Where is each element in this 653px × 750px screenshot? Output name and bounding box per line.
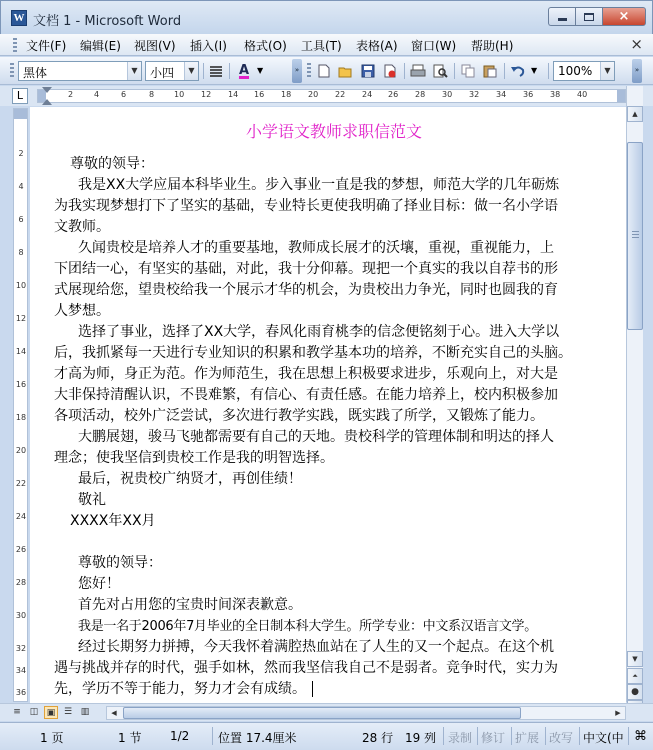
ruler-number: 14 bbox=[15, 347, 27, 356]
text-cursor bbox=[312, 681, 313, 697]
ruler-number: 20 bbox=[308, 90, 319, 99]
ruler-number: 38 bbox=[550, 90, 561, 99]
title-bar bbox=[0, 0, 653, 34]
paste-button[interactable] bbox=[480, 62, 500, 80]
permission-button[interactable] bbox=[380, 62, 400, 80]
word-app-icon[interactable]: W bbox=[11, 10, 27, 26]
status-column: 19 列 bbox=[405, 731, 437, 745]
ruler-number: 18 bbox=[15, 413, 27, 422]
doc-line[interactable]: 才高为师，身正为范。作为师范生，我在思想上积极要求进步，乐观向上，对大是 bbox=[54, 366, 558, 382]
vertical-scrollbar[interactable] bbox=[626, 86, 643, 702]
chevron-down-icon[interactable]: ▼ bbox=[127, 62, 141, 80]
horizontal-scrollbar[interactable] bbox=[106, 706, 626, 720]
vertical-ruler[interactable] bbox=[13, 108, 28, 702]
menu-file[interactable]: 文件(F) bbox=[26, 39, 67, 53]
undo-dropdown-icon[interactable]: ▼ bbox=[531, 66, 538, 75]
close-document-icon[interactable]: × bbox=[630, 35, 643, 53]
ruler-number: 22 bbox=[15, 479, 27, 488]
status-track-changes[interactable]: 修订 bbox=[481, 731, 506, 745]
menu-edit[interactable]: 编辑(E) bbox=[80, 39, 121, 53]
doc-line[interactable]: 经过长期努力拼搏，今天我怀着满腔热血站在了人生的又一个起点。在这个机 bbox=[78, 639, 554, 655]
doc-line[interactable]: 尊敬的领导： bbox=[70, 156, 154, 172]
copy-button[interactable] bbox=[458, 62, 478, 80]
new-document-icon bbox=[318, 64, 330, 78]
ruler-number: 34 bbox=[496, 90, 507, 99]
open-button[interactable] bbox=[336, 62, 356, 80]
menu-bar bbox=[0, 34, 653, 56]
doc-line[interactable]: 下团结一心，有坚实的基础，对此，我十分仰幕。现把一个真实的我以自荐书的形 bbox=[54, 261, 558, 277]
ruler-number: 6 bbox=[18, 215, 24, 224]
ruler-number: 8 bbox=[149, 90, 155, 99]
doc-line[interactable]: 最后，祝贵校广纳贤才，再创佳绩！ bbox=[78, 471, 302, 487]
menu-table[interactable]: 表格(A) bbox=[356, 39, 398, 53]
font-size-select[interactable] bbox=[145, 61, 199, 81]
toolbar bbox=[0, 57, 653, 85]
doc-line[interactable]: 为我实现梦想打下了坚实的基础，专业特长更使我明确了择业目标：做一名小学语 bbox=[54, 198, 558, 214]
chevron-down-icon[interactable]: ▼ bbox=[600, 62, 614, 80]
ruler-number: 18 bbox=[281, 90, 292, 99]
ruler-number: 6 bbox=[121, 90, 127, 99]
horizontal-scrollbar-thumb[interactable] bbox=[123, 707, 521, 719]
doc-line-with-cursor[interactable] bbox=[54, 679, 622, 700]
doc-line[interactable]: 我是一名于2006年7月毕业的全日制本科大学生。所学专业：中文系汉语言文学。 bbox=[78, 619, 537, 634]
status-record[interactable]: 录制 bbox=[448, 731, 473, 745]
print-preview-button[interactable] bbox=[430, 62, 450, 80]
status-page: 1 页 bbox=[40, 731, 64, 745]
doc-line[interactable]: 遇与挑战并存的时代，强手如林，然而我坚信我自己不是弱者。竞争时代，实力为 bbox=[54, 660, 558, 676]
close-icon: × bbox=[618, 9, 630, 24]
browse-object-button[interactable]: ● bbox=[627, 684, 643, 700]
toolbar-separator bbox=[203, 63, 204, 79]
doc-line[interactable]: 首先对占用您的宝贵时间深表歉意。 bbox=[78, 597, 302, 613]
menu-window[interactable]: 窗口(W) bbox=[411, 39, 457, 53]
permission-icon bbox=[383, 64, 397, 78]
window-title: 文档 1 - Microsoft Word bbox=[33, 14, 182, 29]
printer-icon bbox=[410, 64, 426, 78]
ruler-number: 34 bbox=[15, 666, 27, 675]
reading-view-button[interactable]: ▥ bbox=[80, 707, 90, 717]
ruler-number: 22 bbox=[335, 90, 346, 99]
previous-page-button[interactable]: ⏶ bbox=[627, 668, 643, 684]
status-separator bbox=[545, 727, 546, 745]
print-button[interactable] bbox=[408, 62, 428, 80]
document-page[interactable] bbox=[54, 119, 622, 703]
ruler-number: 24 bbox=[362, 90, 373, 99]
outline-view-button[interactable]: ☰ bbox=[63, 707, 73, 717]
ruler-number: 36 bbox=[523, 90, 534, 99]
scroll-up-button[interactable]: ▲ bbox=[627, 106, 643, 122]
status-separator bbox=[477, 727, 478, 745]
document-title[interactable]: 小学语文教师求职信范文 bbox=[245, 122, 422, 141]
ruler-number: 28 bbox=[415, 90, 426, 99]
status-separator bbox=[628, 727, 629, 745]
horizontal-ruler[interactable] bbox=[37, 89, 626, 103]
minimize-button[interactable] bbox=[548, 7, 575, 26]
ruler-number: 2 bbox=[18, 149, 24, 158]
document-area[interactable] bbox=[30, 107, 626, 703]
menu-help[interactable]: 帮助(H) bbox=[471, 39, 514, 53]
scroll-down-button[interactable]: ▼ bbox=[627, 651, 643, 667]
status-page-of: 1/2 bbox=[170, 729, 190, 743]
paste-icon bbox=[483, 64, 498, 78]
ruler-number: 14 bbox=[228, 90, 239, 99]
copy-icon bbox=[461, 64, 476, 78]
spelling-status-icon[interactable]: ⌘ bbox=[634, 729, 647, 744]
ruler-number: 10 bbox=[174, 90, 185, 99]
status-separator bbox=[511, 727, 512, 745]
doc-line[interactable]: 久闻贵校是培养人才的重要基地，教师成长展才的沃壤，重视，重视能力，上 bbox=[78, 240, 554, 256]
status-bar bbox=[0, 722, 653, 750]
doc-line[interactable]: 后，我抓紧每一天进行专业知识的积累和教学基本功的培养，不断充实自己的头脑。 bbox=[54, 345, 572, 361]
zoom-select[interactable] bbox=[553, 61, 615, 81]
right-margin bbox=[617, 90, 625, 102]
top-margin bbox=[14, 109, 27, 119]
ruler-number: 36 bbox=[15, 688, 27, 697]
status-language: 中文(中 bbox=[583, 731, 624, 745]
thumb-grip bbox=[632, 231, 639, 239]
doc-line[interactable]: 您好！ bbox=[78, 576, 120, 592]
ruler-number: 20 bbox=[15, 446, 27, 455]
doc-line[interactable]: 敬礼 bbox=[78, 492, 106, 508]
scroll-left-button[interactable]: ◀ bbox=[111, 709, 117, 717]
ruler-number: 16 bbox=[254, 90, 265, 99]
undo-icon bbox=[510, 64, 526, 78]
first-line-indent-marker[interactable] bbox=[42, 87, 52, 93]
doc-line[interactable]: 文教师。 bbox=[54, 219, 110, 235]
doc-line[interactable]: 先，学历不等于能力，努力才会有成绩。 bbox=[54, 681, 306, 697]
menu-format[interactable]: 格式(O) bbox=[244, 39, 287, 53]
left-indent-marker[interactable] bbox=[42, 99, 52, 105]
menu-tools[interactable]: 工具(T) bbox=[301, 39, 342, 53]
menubar-grip[interactable] bbox=[13, 38, 17, 52]
status-line: 28 行 bbox=[362, 731, 394, 745]
toolbar-separator bbox=[229, 63, 230, 79]
ruler-number: 26 bbox=[15, 545, 27, 554]
ruler-number: 24 bbox=[15, 512, 27, 521]
font-name-select[interactable] bbox=[18, 61, 142, 81]
scrollbar-thumb[interactable] bbox=[627, 142, 643, 330]
ruler-number: 32 bbox=[469, 90, 480, 99]
status-position: 位置 17.4厘米 bbox=[218, 731, 297, 745]
maximize-icon bbox=[584, 13, 594, 21]
ruler-number: 16 bbox=[15, 380, 27, 389]
horizontal-ruler-area bbox=[0, 86, 653, 106]
doc-line-empty[interactable] bbox=[70, 532, 622, 553]
ruler-number: 8 bbox=[18, 248, 24, 257]
ruler-number: 4 bbox=[94, 90, 100, 99]
ruler-number: 12 bbox=[15, 314, 27, 323]
ruler-number: 10 bbox=[15, 281, 27, 290]
window-controls bbox=[548, 7, 646, 26]
undo-button[interactable] bbox=[508, 62, 528, 80]
new-document-button[interactable] bbox=[314, 62, 334, 80]
status-separator bbox=[579, 727, 580, 745]
maximize-button[interactable] bbox=[575, 7, 602, 26]
doc-line[interactable]: 我是XX大学应届本科毕业生。步入事业一直是我的梦想，师范大学的几年砺炼 bbox=[78, 177, 560, 193]
ruler-number: 26 bbox=[388, 90, 399, 99]
doc-line[interactable]: 大非保持清醒认识，不畏难繁，有信心、有责任感。在能力培养上，校内积极参加 bbox=[54, 387, 558, 403]
status-overtype[interactable]: 改写 bbox=[549, 731, 574, 745]
toolbar-separator bbox=[504, 63, 505, 79]
menu-view[interactable]: 视图(V) bbox=[134, 39, 176, 53]
scroll-right-button[interactable]: ▶ bbox=[615, 709, 621, 717]
toolbar-options-button[interactable]: » bbox=[292, 59, 302, 83]
toolbar-options-button[interactable]: » bbox=[632, 59, 642, 83]
align-justify-icon bbox=[209, 65, 223, 77]
close-window-button[interactable] bbox=[602, 7, 646, 26]
ruler-number: 30 bbox=[15, 611, 27, 620]
toolbar-grip[interactable] bbox=[10, 63, 14, 79]
doc-line[interactable]: 尊敬的领导： bbox=[78, 555, 162, 571]
ruler-number: 32 bbox=[15, 644, 27, 653]
toolbar-separator bbox=[454, 63, 455, 79]
print-preview-icon bbox=[432, 64, 448, 78]
status-extend[interactable]: 扩展 bbox=[515, 731, 540, 745]
status-separator bbox=[443, 727, 444, 745]
ruler-number: 4 bbox=[18, 182, 24, 191]
ruler-number: 30 bbox=[442, 90, 453, 99]
folder-open-icon bbox=[338, 65, 354, 78]
ruler-number: 12 bbox=[201, 90, 212, 99]
align-justify-button[interactable] bbox=[206, 62, 226, 80]
font-color-icon: A bbox=[238, 63, 250, 78]
save-icon bbox=[361, 64, 375, 78]
ruler-number: 40 bbox=[577, 90, 588, 99]
web-view-button[interactable]: ◫ bbox=[29, 707, 39, 717]
doc-line[interactable]: 式展现给您，望贵校给我一个展示才华的机会，为贵校出力争光，同时也圆我的育 bbox=[54, 282, 558, 298]
zoom-value: 100% bbox=[558, 64, 593, 78]
font-color-button[interactable] bbox=[233, 62, 255, 80]
doc-line[interactable]: 大鹏展翅，骏马飞驰都需要有自己的天地。贵校科学的管理体制和明达的择人 bbox=[78, 429, 554, 445]
doc-line[interactable]: 各项活动，校外广泛尝试，多次进行教学实践，既实践了所学，又锻炼了能力。 bbox=[54, 408, 544, 424]
toolbar-separator bbox=[404, 63, 405, 79]
font-color-dropdown-icon[interactable]: ▼ bbox=[257, 66, 264, 75]
status-section: 1 节 bbox=[118, 731, 142, 745]
status-separator bbox=[212, 727, 213, 745]
doc-line[interactable]: 理念；使我坚信到贵校工作是我的明智选择。 bbox=[54, 450, 334, 466]
font-size-value: 小四 bbox=[150, 66, 175, 80]
font-name-value: 黑体 bbox=[23, 66, 48, 80]
view-bar bbox=[0, 703, 653, 721]
menu-insert[interactable]: 插入(I) bbox=[190, 39, 227, 53]
doc-line[interactable]: 人梦想。 bbox=[54, 303, 110, 319]
normal-view-button[interactable]: ≡ bbox=[13, 707, 21, 717]
tab-selector-button[interactable]: L bbox=[12, 88, 28, 104]
chevron-down-icon[interactable]: ▼ bbox=[184, 62, 198, 80]
ruler-number: 2 bbox=[68, 90, 74, 99]
toolbar-grip[interactable] bbox=[307, 63, 311, 79]
minimize-icon bbox=[558, 18, 567, 21]
doc-line[interactable]: 选择了事业，选择了XX大学，春风化雨育桃李的信念便铭刻于心。进入大学以 bbox=[78, 324, 560, 340]
toolbar-separator bbox=[548, 63, 549, 79]
save-button[interactable] bbox=[358, 62, 378, 80]
ruler-number: 28 bbox=[15, 578, 27, 587]
doc-line[interactable]: XXXX年XX月 bbox=[70, 513, 156, 529]
print-layout-view-button[interactable]: ▣ bbox=[44, 706, 58, 719]
